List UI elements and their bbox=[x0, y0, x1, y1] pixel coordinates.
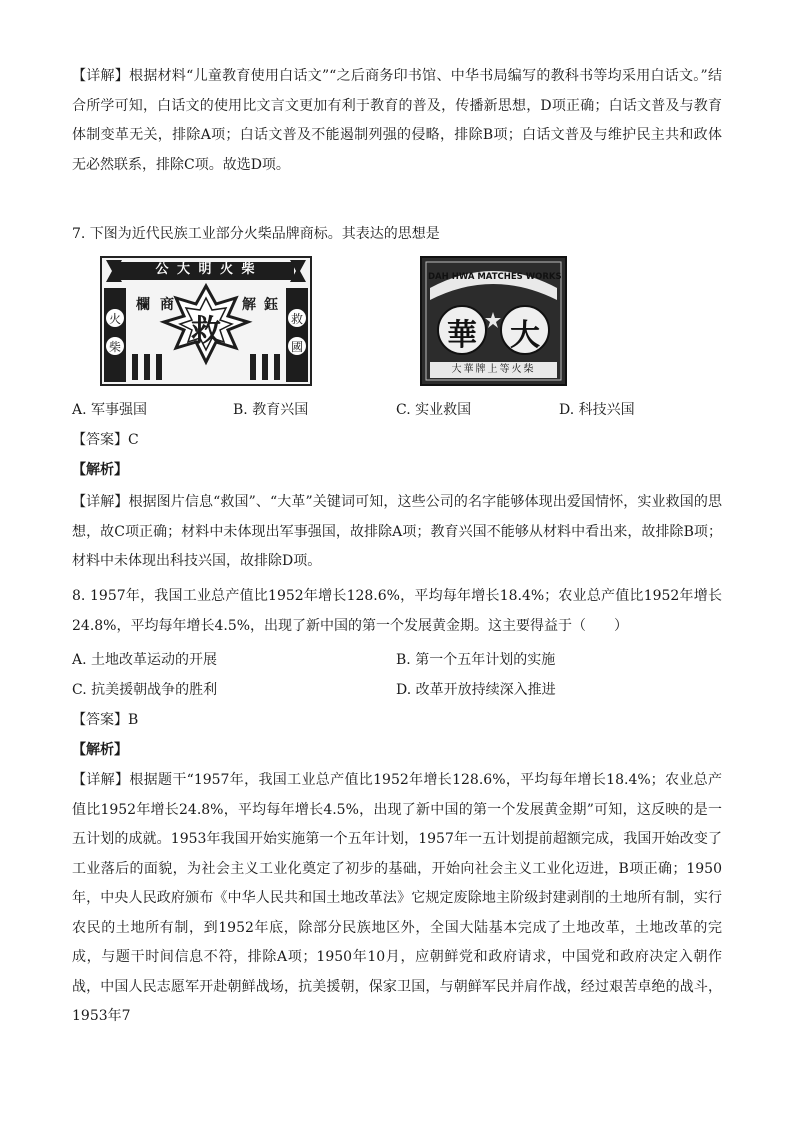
label1-right-side-2: 國 bbox=[290, 340, 303, 354]
label1-text-right-top: 解 bbox=[242, 297, 256, 313]
q8-option-c: C. 抗美援朝战争的胜利 bbox=[72, 682, 218, 698]
q8-answer: 【答案】B bbox=[72, 712, 139, 728]
q7-option-c: C. 实业救国 bbox=[396, 402, 472, 418]
q8-analysis-label: 【解析】 bbox=[72, 742, 128, 758]
label2-bottom-text: 大華牌上等火柴 bbox=[451, 364, 536, 375]
q7-option-a: A. 军事强国 bbox=[72, 402, 148, 418]
label1-left-side-1: 火 bbox=[108, 312, 121, 326]
label1-banner: 公 大 明 火 柴 bbox=[155, 262, 257, 277]
q7-option-b: B. 教育兴国 bbox=[233, 402, 309, 418]
q7-option-d: D. 科技兴国 bbox=[559, 402, 635, 418]
q8-option-d: D. 改革开放持续深入推进 bbox=[396, 682, 556, 698]
label1-right-side-1: 救 bbox=[290, 312, 303, 326]
q7-detail: 【详解】根据图片信息“救国”、“大革”关键词可知，这些公司的名字能够体现出爱国情怀，实业救国的思想，故C项正确；材料中未体现出军事强国，故排除A项；教育兴国不能够从材料中看出来，故排除B项；材料中未体现出科技兴国，故排除D项。 bbox=[72, 494, 722, 569]
q7-answer: 【答案】C bbox=[72, 432, 139, 448]
q8-option-a: A. 土地改革运动的开展 bbox=[72, 652, 218, 668]
q6-detail: 【详解】根据材料“儿童教育使用白话文”“之后商务印书馆、中华书局编写的教科书等均采用白话文。”结合所学可知，白话文的使用比文言文更加有利于教育的普及，传播新思想，D项正确；白话文普及与教育体制变革无关，排除A项；白话文普及不能遏制列强的侵略，排除B项；白话文普及与维护民主共和政体无必然联系，排除C项。故选D项。 bbox=[72, 68, 722, 173]
q8-stem: 8. 1957年，我国工业总产值比1952年增长128.6%，平均每年增长18.4%；农业总产值比1952年增长24.8%，平均每年增长4.5%，出现了新中国的第一个发展黄金期。这主要得益于（ ） bbox=[72, 588, 722, 634]
label1-left-side-2: 柴 bbox=[108, 340, 121, 354]
q8-option-b: B. 第一个五年计划的实施 bbox=[396, 652, 556, 668]
label2-char-left: 華 bbox=[447, 318, 477, 353]
q7-analysis-label: 【解析】 bbox=[72, 462, 128, 478]
label2-arc-text: DAH HWA MATCHES WORKS bbox=[428, 272, 562, 282]
match-label-image-1 bbox=[100, 256, 312, 386]
label1-text-left-top: 欄 bbox=[136, 297, 150, 313]
label1-center-char: 救 bbox=[191, 314, 221, 349]
q8-detail: 【详解】根据题干“1957年，我国工业总产值比1952年增长128.6%，平均每年增长18.4%；农业总产值比1952年增长24.8%，平均每年增长4.5%，出现了新中国的第一个发展黄金期”可知，这反映的是一五计划的成就。1953年我国开始实施第一个五年计划，1957年一五计划提前超额完成，我国开始改变了工业落后的面貌，为社会主义工业化奠定了初步的基础，开始向社会主义工业化迈进，B项正确；1950年，中央人民政府颁布《中华人民共和国土地改革法》它规定废除地主阶级封建剥削的土地所有制，实行农民的土地所有制，到1952年底，除部分民族地区外，全国大陆基本完成了土地改革，土地改革的完成，与题干时间信息不符，排除A项；1950年10月，应朝鲜党和政府请求，中国党和政府决定入朝作战，中国人民志愿军开赴朝鲜战场，抗美援朝，保家卫国，与朝鲜军民并肩作战，经过艰苦卓绝的战斗，1953年7 bbox=[72, 772, 722, 1024]
label1-text-right-mid: 鈺 bbox=[264, 297, 278, 313]
label2-char-right: 大 bbox=[510, 318, 540, 353]
q7-stem: 7. 下图为近代民族工业部分火柴品牌商标。其表达的思想是 bbox=[72, 226, 440, 242]
label1-text-left-mid: 商 bbox=[160, 297, 174, 313]
match-label-image-2 bbox=[420, 256, 567, 386]
